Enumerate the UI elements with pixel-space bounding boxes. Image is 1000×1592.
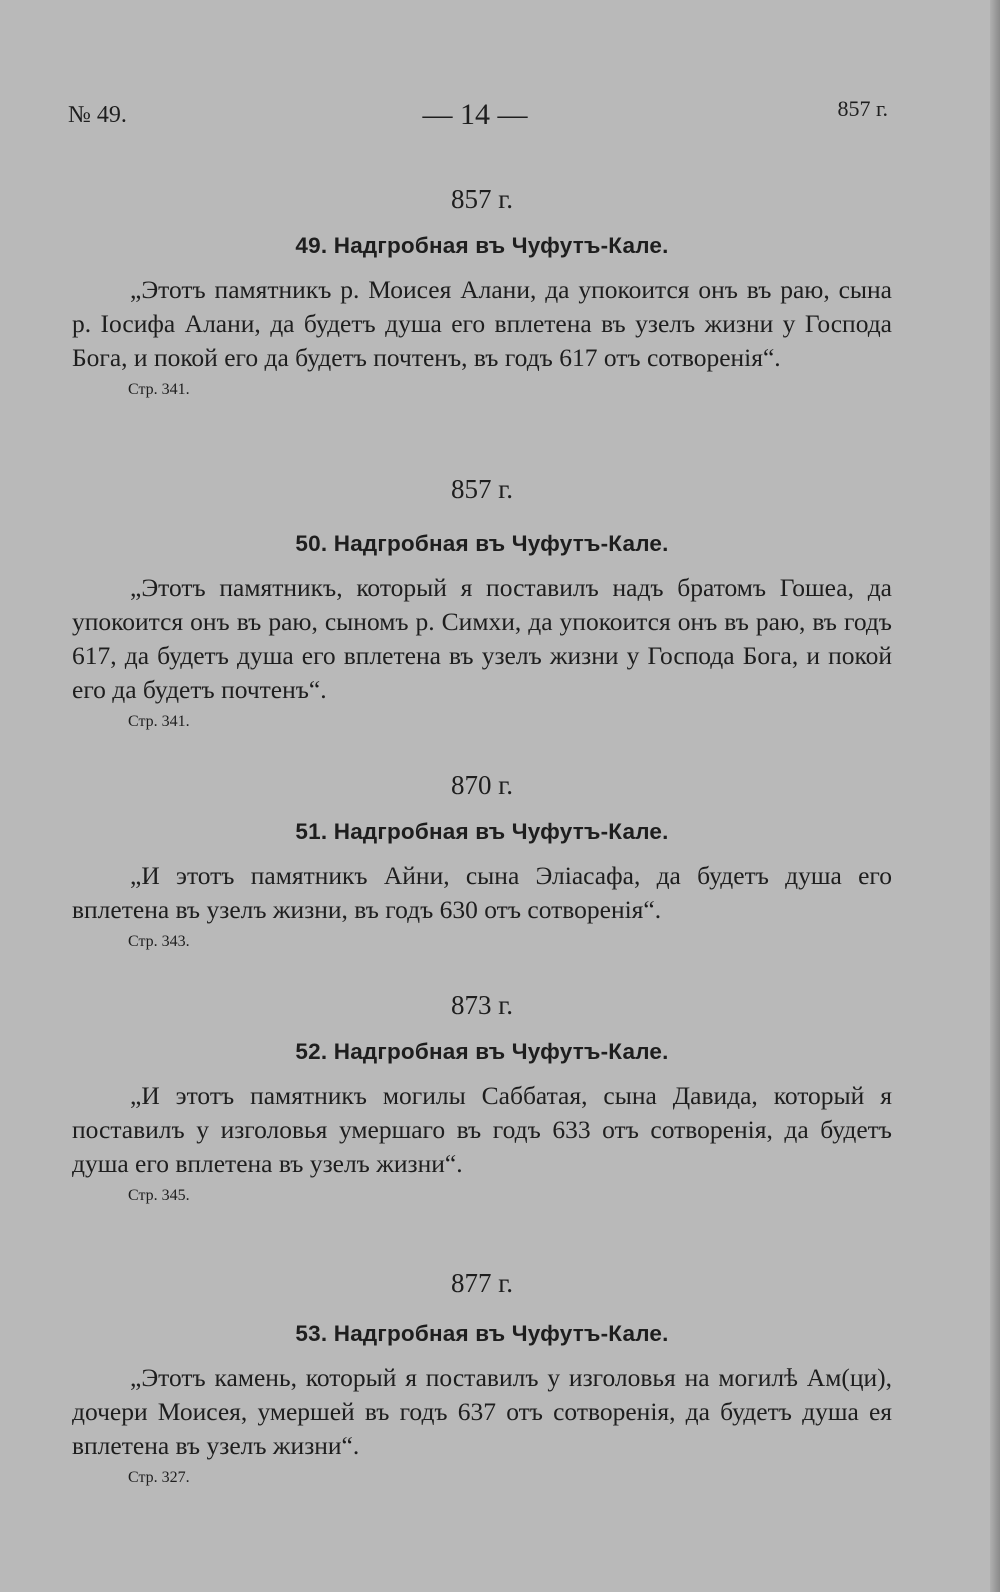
entry-50 [72, 474, 892, 731]
page-edge [990, 0, 1000, 1592]
entry-year: 873 г. [450, 990, 514, 1020]
entry-49 [72, 184, 892, 399]
entry-text: „И этотъ памятникъ Айни, сына Эліасафа, да будетъ душа его вплетена въ узелъ жизни, въ годъ 630 отъ сотворенія“. [72, 861, 892, 924]
entry-text: „Этотъ памятникъ, который я поставилъ надъ братомъ Гошеа, да упокоится онъ въ раю, сыномъ р. Симхи, да упокоится онъ въ раю, въ годъ 617, да будетъ душа его вплетена въ узелъ жизни у Господа Бога, и покой его да будетъ почтенъ“. [72, 573, 892, 704]
entry-text: „Этотъ памятникъ р. Моисея Алани, да упокоится онъ въ раю, сына р. Іосифа Алани, да будетъ душа его вплетена въ узелъ жизни у Господа Бога, и покой его да будетъ почтенъ, въ годъ 617 отъ сотворенія“. [72, 275, 892, 372]
entry-year: 857 г. [450, 184, 514, 214]
entry-year: 870 г. [450, 770, 514, 800]
entry-year: 877 г. [450, 1268, 514, 1298]
header-year: 857 г. [837, 96, 888, 121]
entry-heading: 51. Надгробная въ Чуфутъ-Кале. [295, 819, 669, 844]
document-number: № 49. [68, 102, 127, 128]
entry-heading: 49. Надгробная въ Чуфутъ-Кале. [295, 233, 669, 258]
entry-reference: Стр. 341. [128, 381, 190, 398]
entry-text: „И этотъ памятникъ могилы Саббатая, сына Давида, который я поставилъ у изголовья умершаго въ годъ 633 отъ сотворенія, да будетъ душа его вплетена въ узелъ жизни“. [72, 1081, 892, 1178]
entry-reference: Стр. 327. [128, 1469, 190, 1486]
entry-heading: 50. Надгробная въ Чуфутъ-Кале. [295, 531, 669, 556]
entry-reference: Стр. 345. [128, 1187, 190, 1204]
entry-year: 857 г. [450, 474, 514, 504]
entry-reference: Стр. 341. [128, 713, 190, 730]
entry-52 [72, 990, 892, 1205]
page-number: — 14 — [422, 98, 528, 131]
entry-heading: 52. Надгробная въ Чуфутъ-Кале. [295, 1039, 669, 1064]
running-head [0, 96, 1000, 140]
entry-heading: 53. Надгробная въ Чуфутъ-Кале. [295, 1321, 669, 1346]
entry-53 [72, 1268, 892, 1487]
entry-51 [72, 770, 892, 951]
entry-reference: Стр. 343. [128, 933, 190, 950]
entry-text: „Этотъ камень, который я поставилъ у изголовья на могилѣ Ам(ци), дочери Моисея, умершей въ годъ 637 отъ сотворенія, да будетъ душа ея вплетена въ узелъ жизни“. [72, 1363, 892, 1460]
